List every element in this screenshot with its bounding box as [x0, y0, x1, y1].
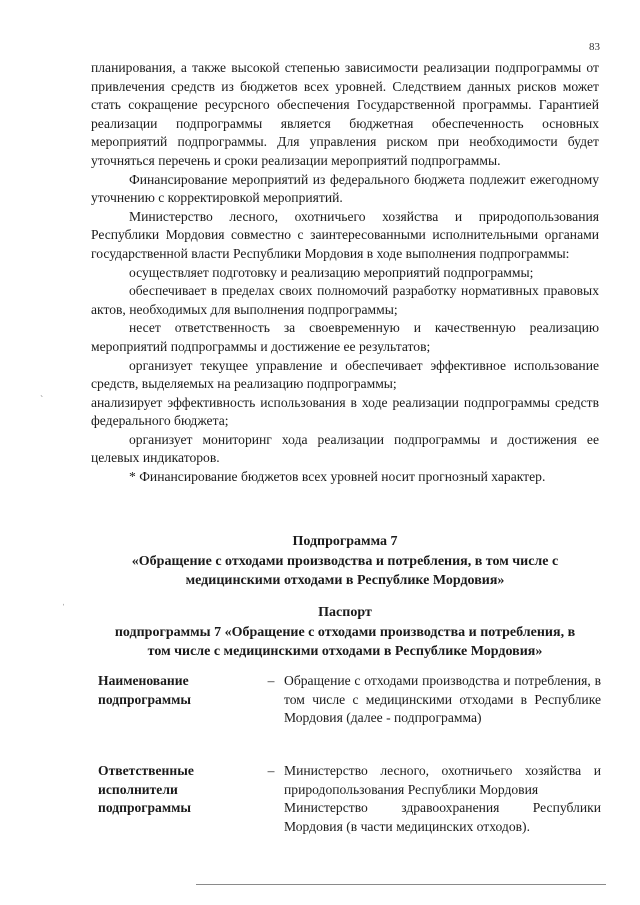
- paragraph: планирования, а также высокой степенью зависимости реализации подпрограммы от привлечения средств из бюджетов всех уровней. Следствием данных рисков может стать сокращение ресурсного обеспечения Государственной программы. Гарантией реализации подпрограммы является бюджетная обеспеченность основных мероприятий подпрограммы. Для управления риском при необходимости будет уточняться перечень и сроки реализации мероприятий подпрограммы.: [91, 60, 599, 168]
- paragraph: Министерство лесного, охотничьего хозяйства и природопользования Республики Мордовия совместно с заинтересованными исполнительными органами государственной власти Республики Мордовия в ходе выполнения подпрограммы:: [91, 208, 599, 261]
- heading-line: том числе с медицинскими отходами в Республике Мордовия»: [147, 644, 543, 659]
- list-item: организует мониторинг хода реализации подпрограммы и достижения ее целевых индикаторов.: [91, 431, 599, 466]
- passport-label: Наименование подпрограммы: [98, 673, 191, 707]
- passport-value: Министерство лесного, охотничьего хозяйства и природопользования Республики Мордовия Министерство здравоохранения Республики Мордовия (в части медицинских отходов).: [284, 763, 601, 834]
- passport-row-executors: [98, 762, 601, 836]
- passport-dash: –: [267, 673, 275, 688]
- body-text: [91, 59, 599, 487]
- passport-dash: –: [267, 763, 275, 778]
- page-number: 83: [589, 41, 600, 53]
- bottom-rule: [196, 884, 606, 885]
- subprogram-heading: [80, 532, 610, 591]
- heading-line: «Обращение с отходами производства и потребления, в том числе с: [131, 553, 559, 569]
- heading-line: Паспорт: [318, 605, 372, 620]
- list-item: осуществляет подготовку и реализацию мероприятий подпрограммы;: [129, 264, 534, 280]
- paragraph: Финансирование мероприятий из федерального бюджета подлежит ежегодному уточнению с корректировкой мероприятий.: [91, 171, 599, 206]
- footnote: * Финансирование бюджетов всех уровней носит прогнозный характер.: [129, 469, 546, 485]
- heading-line: медицинскими отходами в Республике Мордовия»: [185, 573, 505, 588]
- list-item: несет ответственность за своевременную и качественную реализацию мероприятий подпрограммы и достижение ее результатов;: [91, 320, 599, 354]
- heading-line: Подпрограмма 7: [292, 534, 398, 549]
- passport-heading: [80, 603, 610, 662]
- scan-mark: ˌ: [62, 595, 66, 606]
- passport-row-name: [98, 672, 601, 728]
- list-item: анализирует эффективность использования в ходе реализации подпрограммы средств федерального бюджета;: [91, 394, 599, 429]
- list-item: обеспечивает в пределах своих полномочий разработку нормативных правовых актов, необходимых для выполнения подпрограммы;: [91, 283, 599, 317]
- scan-mark: ˋ: [40, 395, 44, 406]
- list-item: организует текущее управление и обеспечивает эффективное использование средств, выделяемых на реализацию подпрограммы;: [91, 357, 599, 392]
- heading-line: подпрограммы 7 «Обращение с отходами производства и потребления, в: [114, 624, 576, 640]
- passport-value: Обращение с отходами производства и потребления, в том числе с медицинскими отходами в Республике Мордовия (далее - подпрограмма): [284, 673, 601, 726]
- passport-label: Ответственные исполнители подпрограммы: [98, 763, 194, 816]
